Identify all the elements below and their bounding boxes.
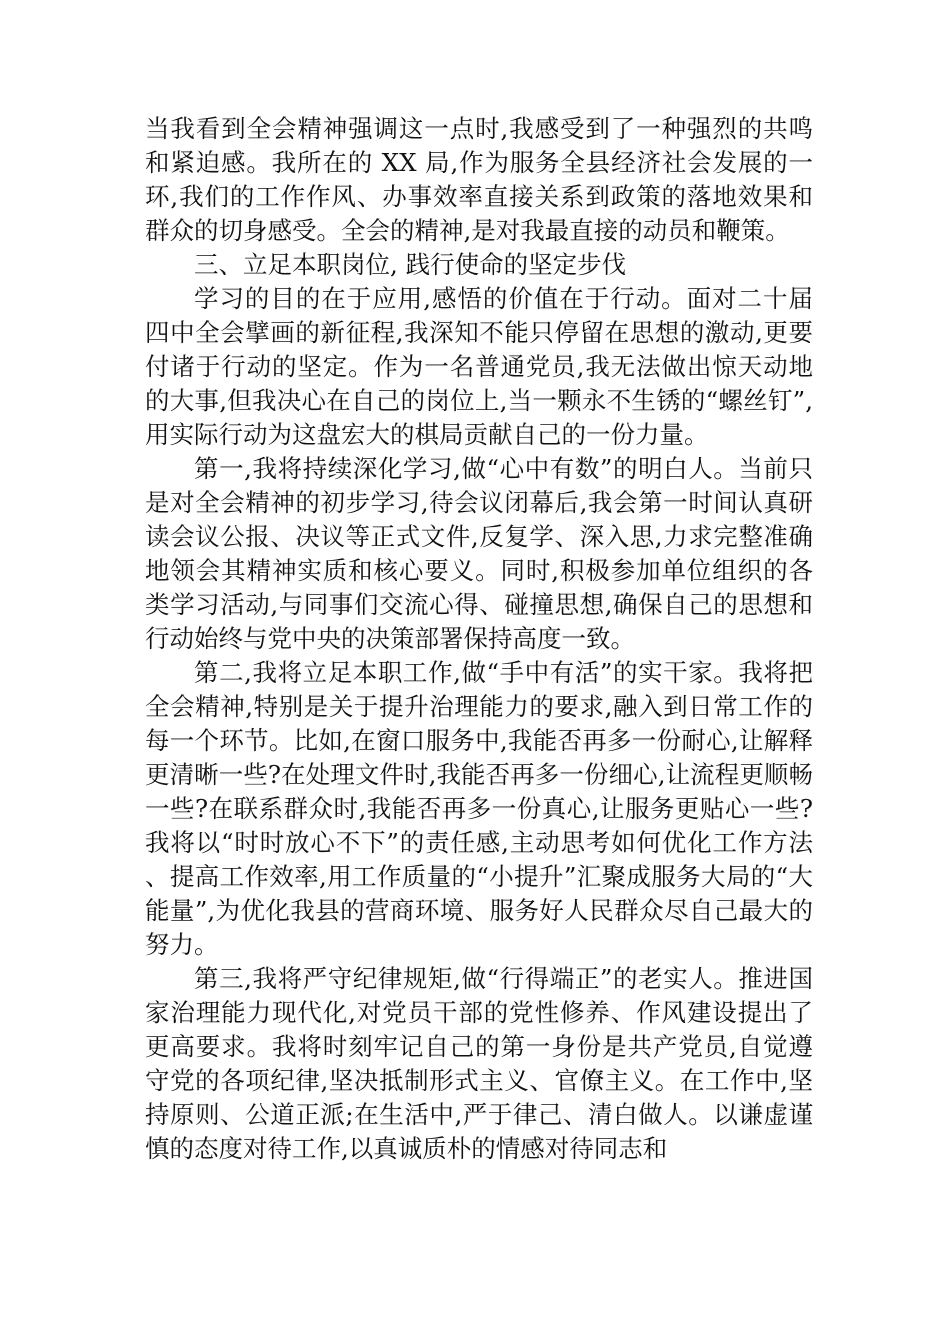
paragraph-point-1: 第一,我将持续深化学习,做“心中有数”的明白人。当前只是对全会精神的初步学习,待会议闭幕后,我会第一时间认真研读会议公报、决议等正式文件,反复学、深入思,力求完整准确地领会其精神实质和核心要义。同时,积极参加单位组织的各类学习活动,与同事们交流心得、碰撞思想,确保自己的思想和行动始终与党中央的决策部署保持高度一致。 [145, 454, 813, 653]
section-heading: 三、立足本职岗位, 践行使命的坚定步伐 [194, 250, 627, 279]
document-body [145, 112, 813, 1166]
paragraph-continuation: 当我看到全会精神强调这一点时,我感受到了一种强烈的共鸣和紧迫感。我所在的 XX 局,作为服务全县经济社会发展的一环,我们的工作作风、办事效率直接关系到政策的落地效果和群众的切身感受。全会的精神,是对我最直接的动员和鞭策。 [145, 114, 813, 245]
paragraph-point-2: 第二,我将立足本职工作,做“手中有活”的实干家。我将把全会精神,特别是关于提升治理能力的要求,融入到日常工作的每一个环节。比如,在窗口服务中,我能否再多一份耐心,让解释更清晰一些?在处理文件时,我能否再多一份细心,让流程更顺畅一些?在联系群众时,我能否再多一份真心,让服务更贴心一些?我将以“时时放心不下”的责任感,主动思考如何优化工作方法、提高工作效率,用工作质量的“小提升”汇聚成服务大局的“大能量”,为优化我县的营商环境、服务好人民群众尽自己最大的努力。 [145, 658, 813, 959]
paragraph-point-3: 第三,我将严守纪律规矩,做“行得端正”的老实人。推进国家治理能力现代化,对党员干部的党性修养、作风建设提出了更高要求。我将时刻牢记自己的第一身份是共产党员,自觉遵守党的各项纪律,坚决抵制形式主义、官僚主义。在工作中,坚持原则、公道正派;在生活中,严于律己、清白做人。以谦虚谨慎的态度对待工作,以真诚质朴的情感对待同志和 [145, 964, 813, 1163]
paragraph-section-intro: 学习的目的在于应用,感悟的价值在于行动。面对二十届四中全会擘画的新征程,我深知不能只停留在思想的激动,更要付诸于行动的坚定。作为一名普通党员,我无法做出惊天动地的大事,但我决心在自己的岗位上,当一颗永不生锈的“螺丝钉”,用实际行动为这盘宏大的棋局贡献自己的一份力量。 [145, 284, 813, 449]
